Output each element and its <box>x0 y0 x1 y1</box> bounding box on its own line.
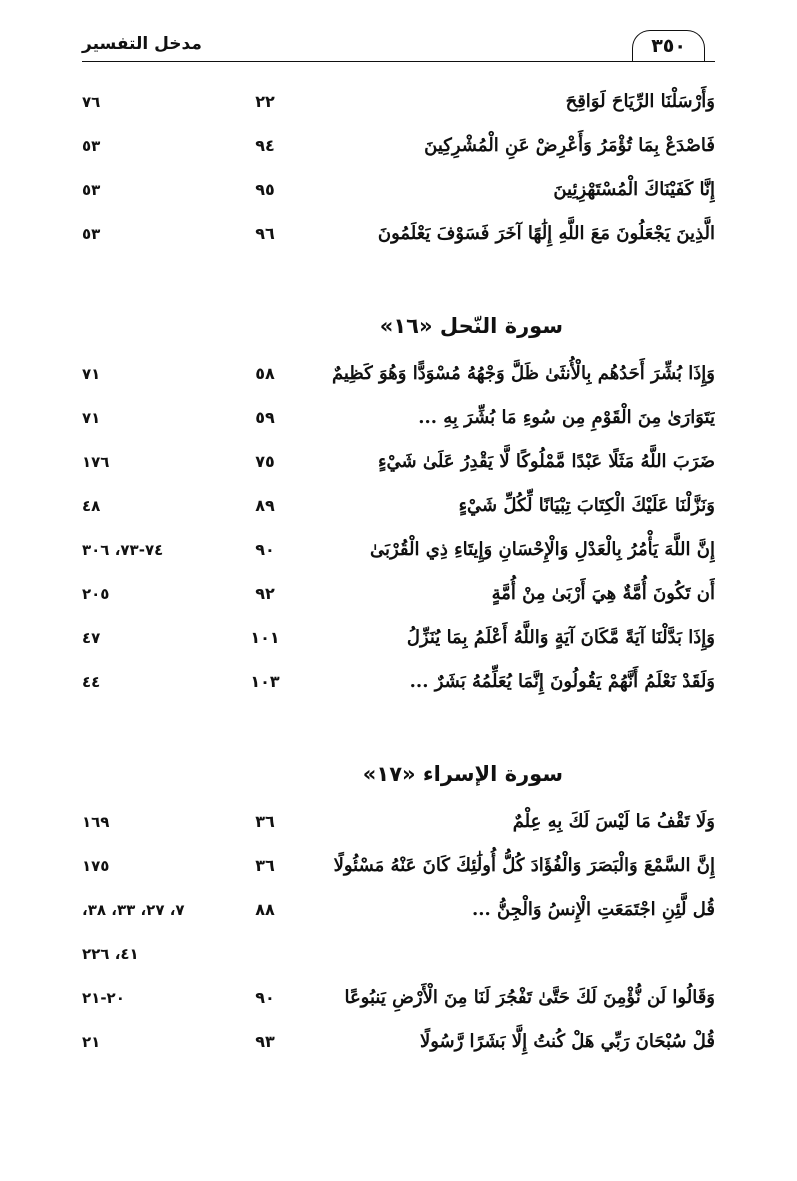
page-references: ٧٦ <box>82 93 101 111</box>
ayah-number: ٧٥ <box>255 452 275 471</box>
page-references: ٧١ <box>82 365 101 383</box>
verse-text: وَقَالُوا لَن نُّؤْمِنَ لَكَ حَتَّىٰ تَفْجُرَ لَنَا مِنَ الْأَرْضِ يَنبُوعًا <box>344 987 715 1008</box>
ayah-number: ٥٨ <box>255 364 275 383</box>
ayah-number: ٩٦ <box>255 224 275 243</box>
page-references: ٤٤ <box>82 673 101 691</box>
index-row <box>82 212 715 256</box>
ayah-number: ٩٤ <box>255 136 275 155</box>
ayah-number: ٢٢ <box>255 92 275 111</box>
ayah-number: ٩٠ <box>255 988 275 1007</box>
section-gap <box>82 704 715 748</box>
ayah-number: ٣٦ <box>255 812 275 831</box>
verse-text: وَنَزَّلْنَا عَلَيْكَ الْكِتَابَ تِبْيَانًا لِّكُلِّ شَيْءٍ <box>458 495 715 516</box>
index-row <box>82 800 715 844</box>
index-row <box>82 572 715 616</box>
index-row <box>82 844 715 888</box>
ayah-number: ٨٨ <box>255 900 275 919</box>
index-row <box>82 396 715 440</box>
verse-text: قُلْ سُبْحَانَ رَبِّي هَلْ كُنتُ إِلَّا بَشَرًا رَّسُولًا <box>419 1031 715 1052</box>
index-content <box>82 80 715 1064</box>
verse-text: قُل لَّئِنِ اجْتَمَعَتِ الْإِنسُ وَالْجِنُّ ... <box>471 899 715 920</box>
index-row <box>82 616 715 660</box>
page-number: ٣٥٠ <box>632 30 705 61</box>
ayah-number <box>240 932 290 976</box>
section-gap <box>82 256 715 300</box>
verse-text: وَأَرْسَلْنَا الرِّيَاحَ لَوَاقِحَ <box>565 91 715 112</box>
verse-text: وَإِذَا بُشِّرَ أَحَدُهُم بِالْأُنثَىٰ ظَلَّ وَجْهُهُ مُسْوَدًّا وَهُوَ كَظِيمٌ <box>331 363 715 384</box>
page-references: ١٦٩ <box>82 813 110 831</box>
page-references: ٢١ <box>82 1033 101 1051</box>
index-row <box>82 80 715 124</box>
ayah-number: ١٠٣ <box>250 672 280 691</box>
ayah-number: ٩٥ <box>255 180 275 199</box>
header-rule <box>82 61 715 62</box>
ayah-number: ٩٠ <box>255 540 275 559</box>
page-references: ٤١، ٢٢٦ <box>82 945 139 963</box>
index-row <box>82 484 715 528</box>
book-title: مدخل التفسير <box>82 34 202 54</box>
page-references: ٢٠٥ <box>82 585 110 603</box>
ayah-number: ٣٦ <box>255 856 275 875</box>
index-row <box>82 1020 715 1064</box>
ayah-number: ٥٩ <box>255 408 275 427</box>
ayah-number: ٨٩ <box>255 496 275 515</box>
verse-text: وَلَا تَقْفُ مَا لَيْسَ لَكَ بِهِ عِلْمٌ <box>512 811 715 832</box>
page-references: ١٧٦ <box>82 453 110 471</box>
verse-text: إِنَّا كَفَيْنَاكَ الْمُسْتَهْزِئِينَ <box>553 179 715 200</box>
page-references: ٧١ <box>82 409 101 427</box>
index-row <box>82 976 715 1020</box>
surah-heading: سورة النّحل «١٦» <box>379 314 563 338</box>
verse-text: فَاصْدَعْ بِمَا تُؤْمَرُ وَأَعْرِضْ عَنِ الْمُشْرِكِينَ <box>424 135 715 156</box>
verse-text <box>295 932 715 976</box>
index-row <box>82 352 715 396</box>
index-row <box>82 440 715 484</box>
page-references: ١٧٥ <box>82 857 110 875</box>
page-references: ٥٣ <box>82 225 101 243</box>
ayah-number: ٩٣ <box>255 1032 275 1051</box>
verse-text: يَتَوَارَىٰ مِنَ الْقَوْمِ مِن سُوءِ مَا بُشِّرَ بِهِ ... <box>418 407 715 428</box>
index-row <box>82 528 715 572</box>
ayah-number: ١٠١ <box>250 628 280 647</box>
verse-text: وَلَقَدْ نَعْلَمُ أَنَّهُمْ يَقُولُونَ إِنَّمَا يُعَلِّمُهُ بَشَرٌ ... <box>409 671 715 692</box>
page-references: ٧، ٢٧، ٣٣، ٣٨، <box>82 901 185 919</box>
verse-text: إِنَّ اللَّهَ يَأْمُرُ بِالْعَدْلِ وَالْإِحْسَانِ وَإِيتَاءِ ذِي الْقُرْبَىٰ <box>369 539 715 560</box>
page-references: ٤٧ <box>82 629 101 647</box>
page-references: ٤٨ <box>82 497 101 515</box>
verse-text: وَإِذَا بَدَّلْنَا آيَةً مَّكَانَ آيَةٍ وَاللَّهُ أَعْلَمُ بِمَا يُنَزِّلُ <box>406 627 715 648</box>
page-references: ٥٣ <box>82 181 101 199</box>
page-references: ٢٠-٢١ <box>82 989 125 1007</box>
verse-text: الَّذِينَ يَجْعَلُونَ مَعَ اللَّهِ إِلَٰهًا آخَرَ فَسَوْفَ يَعْلَمُونَ <box>377 223 715 244</box>
index-row <box>82 124 715 168</box>
verse-text: إِنَّ السَّمْعَ وَالْبَصَرَ وَالْفُؤَادَ كُلُّ أُولَٰئِكَ كَانَ عَنْهُ مَسْئُولًا <box>333 855 715 876</box>
verse-text: ضَرَبَ اللَّهُ مَثَلًا عَبْدًا مَّمْلُوكًا لَّا يَقْدِرُ عَلَىٰ شَيْءٍ <box>378 451 715 472</box>
ayah-number: ٩٢ <box>255 584 275 603</box>
index-row <box>82 168 715 212</box>
verse-text: أَن تَكُونَ أُمَّةٌ هِيَ أَرْبَىٰ مِنْ أُمَّةٍ <box>491 583 715 604</box>
index-row-continuation <box>82 932 715 976</box>
page-references: ٧٤-٧٣، ٣٠٦ <box>82 541 164 559</box>
page-header <box>82 30 715 64</box>
page-references: ٥٣ <box>82 137 101 155</box>
index-row <box>82 888 715 932</box>
index-row <box>82 660 715 704</box>
surah-heading: سورة الإسراء «١٧» <box>362 762 563 786</box>
